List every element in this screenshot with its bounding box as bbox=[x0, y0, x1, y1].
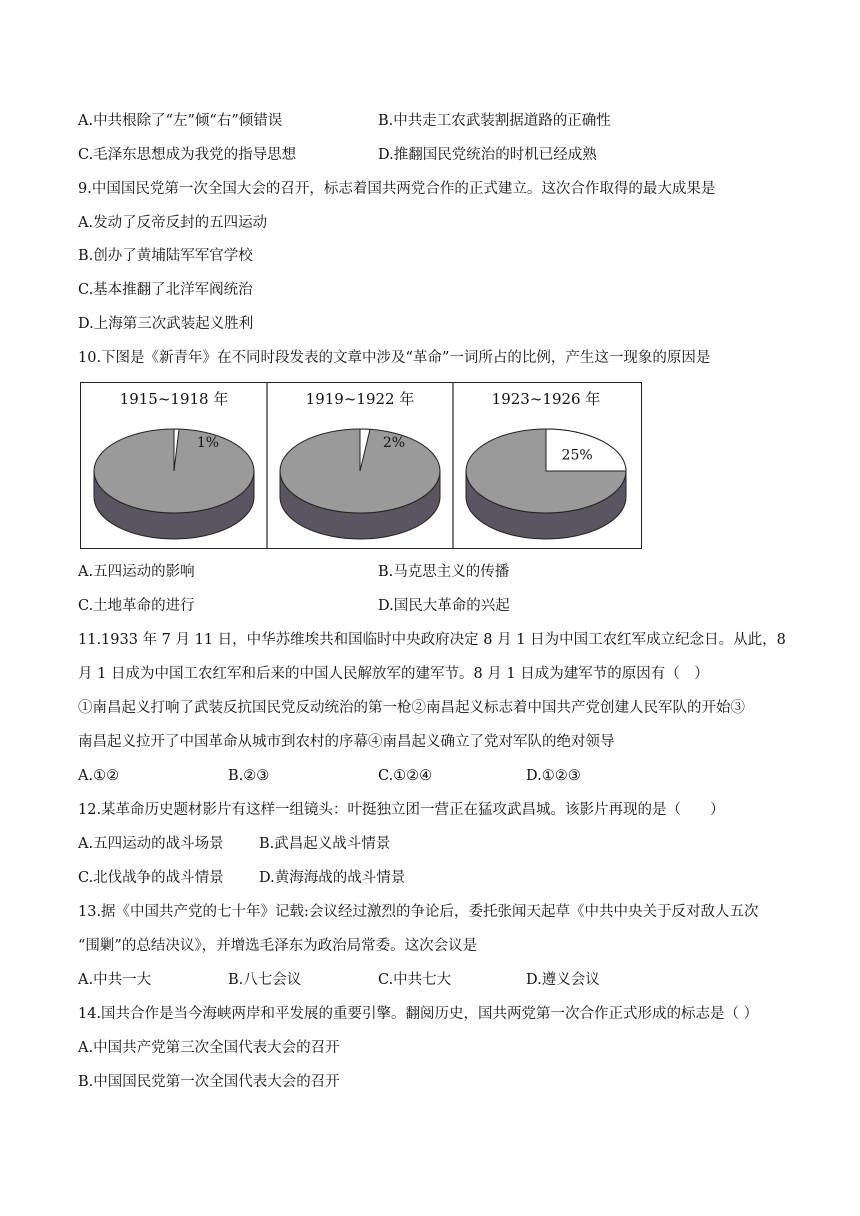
q10-options-row-2 bbox=[78, 596, 798, 616]
q11-stem-line-4: 南昌起义拉开了中国革命从城市到农村的序幕④南昌起义确立了党对军队的绝对领导 bbox=[78, 734, 615, 750]
pie-title-1: 1915~1918 年 bbox=[119, 390, 229, 408]
q9-option-d: D.上海第三次武装起义胜利 bbox=[78, 316, 254, 332]
q8-option-c: C.毛泽东思想成为我党的指导思想 bbox=[78, 147, 297, 163]
pie-charts-svg bbox=[81, 383, 641, 548]
q12-options-row-1 bbox=[78, 834, 798, 854]
q13-option-d: D.遵义会议 bbox=[526, 972, 600, 988]
q11-stem-line-3: ①南昌起义打响了武装反抗国民党反动统治的第一枪②南昌起义标志着中国共产党创建人民军队的开始③ bbox=[78, 700, 745, 716]
q11-stem-line-1: 11.1933 年 7 月 11 日，中华苏维埃共和国临时中央政府决定 8 月 1 日为中国工农红军成立纪念日。从此，8 bbox=[78, 632, 786, 648]
q12-options-row-2 bbox=[78, 868, 798, 888]
q11-option-d: D.①②③ bbox=[526, 768, 581, 784]
q12-stem: 12.某革命历史题材影片有这样一组镜头：叶挺独立团一营正在猛攻武昌城。该影片再现的是（ ） bbox=[78, 802, 725, 818]
q10-option-c: C.土地革命的进行 bbox=[78, 598, 195, 614]
q14-option-b: B.中国国民党第一次全国代表大会的召开 bbox=[78, 1074, 340, 1090]
q11-options-row bbox=[78, 766, 798, 786]
q12-option-c: C.北伐战争的战斗情景 bbox=[78, 870, 224, 886]
q11-option-a: A.①② bbox=[78, 768, 120, 784]
q11-stem-line-2: 月 1 日成为中国工农红军和后来的中国人民解放军的建军节。8 月 1 日成为建军节的原因有（ ） bbox=[78, 666, 709, 682]
q12-option-d: D.黄海海战的战斗情景 bbox=[259, 870, 406, 886]
q9-option-c: C.基本推翻了北洋军阀统治 bbox=[78, 282, 253, 298]
q8-option-a: A.中共根除了“左”倾“右”倾错误 bbox=[78, 113, 283, 129]
q10-option-b: B.马克思主义的传播 bbox=[378, 564, 510, 580]
q13-stem-line-2: “围剿”的总结决议》，并增选毛泽东为政治局常委。这次会议是 bbox=[78, 938, 478, 954]
q8-options-row-1 bbox=[78, 111, 798, 131]
q13-option-c: C.中共七大 bbox=[378, 972, 452, 988]
q13-options-row bbox=[78, 970, 798, 990]
q13-option-a: A.中共一大 bbox=[78, 972, 152, 988]
q8-option-b: B.中共走工农武装割据道路的正确性 bbox=[378, 113, 611, 129]
pie-chart-figure bbox=[80, 382, 642, 549]
q10-option-d: D.国民大革命的兴起 bbox=[378, 598, 510, 614]
q12-option-b: B.武昌起义战斗情景 bbox=[259, 836, 391, 852]
pie-data-label-2: 2% bbox=[382, 435, 406, 451]
q14-option-a: A.中国共产党第三次全国代表大会的召开 bbox=[78, 1040, 340, 1056]
q10-option-a: A.五四运动的影响 bbox=[78, 564, 195, 580]
q14-stem: 14.国共合作是当今海峡两岸和平发展的重要引擎。翻阅历史，国共两党第一次合作正式形成的标志是（ ） bbox=[78, 1006, 759, 1022]
q8-options-row-2 bbox=[78, 145, 798, 165]
q13-option-b: B.八七会议 bbox=[228, 972, 302, 988]
q10-stem: 10.下图是《新青年》在不同时段发表的文章中涉及“革命”一词所占的比例，产生这一现象的原因是 bbox=[78, 350, 711, 366]
q8-option-d: D.推翻国民党统治的时机已经成熟 bbox=[378, 147, 597, 163]
q10-options-row-1 bbox=[78, 562, 798, 582]
q11-option-c: C.①②④ bbox=[378, 768, 433, 784]
pie-title-3: 1923~1926 年 bbox=[491, 390, 601, 408]
pie-data-label-3: 25% bbox=[561, 447, 593, 464]
pie-data-label-1: 1% bbox=[196, 435, 220, 451]
q9-option-a: A.发动了反帝反封的五四运动 bbox=[78, 215, 268, 231]
q11-option-b: B.②③ bbox=[228, 768, 270, 784]
q9-option-b: B.创办了黄埔陆军军官学校 bbox=[78, 248, 253, 264]
q9-stem: 9.中国国民党第一次全国大会的召开，标志着国共两党合作的正式建立。这次合作取得的最大成果是 bbox=[78, 181, 716, 197]
pie-title-2: 1919~1922 年 bbox=[305, 390, 415, 408]
q12-option-a: A.五四运动的战斗场景 bbox=[78, 836, 224, 852]
q13-stem-line-1: 13.据《中国共产党的七十年》记载:会议经过激烈的争论后，委托张闻天起草《中共中央关于反对敌人五次 bbox=[78, 904, 759, 920]
